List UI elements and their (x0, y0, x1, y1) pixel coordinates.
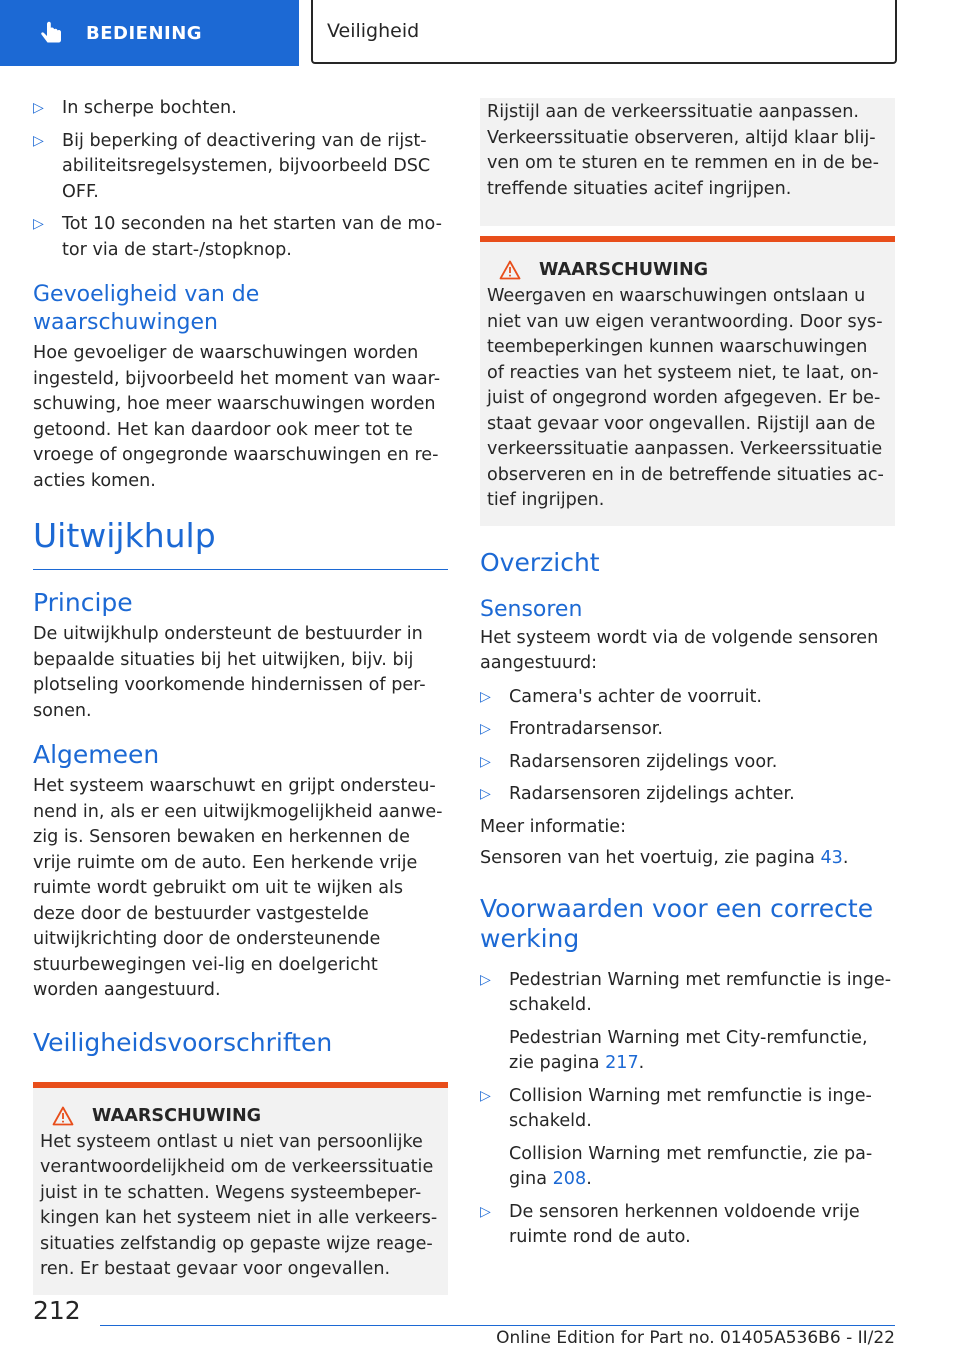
warning-triangle-icon (52, 1106, 74, 1126)
warning-text: Weergaven en waarschuwingen ontslaan u niet van uw eigen verantwoording. Door sys-teembeperkingen kunnen waarschuwingen of reacties van het systeem niet, te laat, on-juist of ongegrond worden afgegeven. Er be-staat gevaar voor ongevallen. Rijstijl aan de verkeerssituatie aanpassen. Verkeerssituatie observeren en in de betreffende situaties ac-tief ingrijpen. (487, 286, 884, 510)
overview-heading: Overzicht (480, 547, 600, 577)
page-link[interactable]: 208 (552, 1169, 587, 1189)
sensors-text: Het systeem wordt via de volgende sensoren aangestuurd: (480, 627, 879, 673)
conditions-heading: Voorwaarden voor een correcte werking (480, 893, 874, 953)
warning-title: WAARSCHUWING (539, 260, 709, 280)
list-item: ▷ Pedestrian Warning met remfunctie is inge-schakeld. Pedestrian Warning met City-remfunctie, zie pagina 217. (480, 969, 892, 1073)
continued-warning-box (480, 98, 895, 226)
main-title: Uitwijkhulp (33, 516, 448, 570)
more-info-label: Meer informatie: (480, 816, 627, 837)
triangle-bullet-icon: ▷ (480, 786, 491, 802)
list-item: ▷ Radarsensoren zijdelings achter. (480, 782, 895, 808)
triangle-bullet-icon: ▷ (480, 971, 491, 988)
triangle-bullet-icon: ▷ (33, 100, 44, 116)
principle-heading: Principe (33, 588, 133, 617)
conditions-list (480, 968, 895, 1251)
sensitivity-heading: Gevoeligheid van de waarschuwingen (33, 282, 260, 335)
sensors-heading: Sensoren (480, 596, 583, 622)
right-column (480, 98, 895, 1258)
general-text: Het systeem waarschuwt en grijpt ondersteu-nend in, als er een uitwijkmogelijkheid aanwe-zig is. Sensoren bewaken en herkennen de vrije ruimte om de auto. Een herkende vrije ruimte wordt gebruikt om uit te wijken als deze door de bestuurder vastgestelde uitwijkrichting door de ondersteunende stuurbewegingen vei-lig en doelgericht worden aangestuurd. (33, 776, 443, 1000)
touch-hand-icon (38, 19, 66, 47)
page-number: 212 (33, 1296, 81, 1325)
left-column (33, 96, 448, 1295)
triangle-bullet-icon: ▷ (480, 721, 491, 737)
edition-footer: Online Edition for Part no. 01405A536B6 - II/22 (496, 1328, 895, 1348)
section-label: Veiligheid (327, 20, 420, 42)
list-item: ▷ De sensoren herkennen voldoende vrije ruimte rond de auto. (480, 1201, 860, 1247)
page-link[interactable]: 217 (605, 1053, 639, 1073)
triangle-bullet-icon: ▷ (480, 688, 491, 705)
triangle-bullet-icon: ▷ (33, 216, 44, 232)
chapter-label: BEDIENING (86, 22, 203, 44)
sensor-list (480, 685, 895, 808)
chapter-tab[interactable] (0, 0, 299, 66)
page-link[interactable]: 43 (820, 848, 843, 868)
general-heading: Algemeen (33, 740, 160, 769)
triangle-bullet-icon: ▷ (480, 1087, 491, 1104)
sensitivity-text: Hoe gevoeliger de waarschuwingen worden ingesteld, bijvoorbeeld het moment van waar-schuwing, hoe meer waarschuwingen worden getoond. Het kan daardoor ook meer tot te vroege of ongegronde waarschuwingen en re-acties komen. (33, 343, 441, 491)
list-item: ▷ Tot 10 seconden na het starten van de mo-tor via de start-/stopknop. (33, 214, 442, 260)
warning-triangle-icon (499, 260, 521, 280)
section-tab[interactable] (311, 0, 897, 64)
list-item: ▷ Radarsensoren zijdelings voor. (480, 750, 895, 776)
warning-title: WAARSCHUWING (92, 1105, 262, 1126)
sensors-reference: Sensoren van het voertuig, zie pagina 43. (480, 848, 849, 868)
triangle-bullet-icon: ▷ (33, 132, 44, 149)
safety-heading: Veiligheidsvoorschriften (33, 1027, 333, 1057)
condition-list (33, 96, 448, 263)
warning-box (33, 1082, 448, 1295)
triangle-bullet-icon: ▷ (480, 1203, 491, 1220)
list-item: ▷ In scherpe bochten. (33, 96, 448, 122)
list-item: ▷ Camera's achter de voorruit. (480, 685, 895, 711)
page-header (0, 0, 960, 66)
footer-divider (100, 1325, 895, 1326)
warning-box (480, 236, 895, 526)
list-item: ▷ Collision Warning met remfunctie is inge-schakeld. Collision Warning met remfunctie, zie pa-gina 208. (480, 1085, 873, 1189)
principle-text: De uitwijkhulp ondersteunt de bestuurder in bepaalde situaties bij het uitwijken, bijv. bij plotseling voorkomende hindernissen of per-sonen. (33, 624, 426, 721)
list-item: ▷ Frontradarsensor. (480, 717, 895, 743)
list-item: ▷ Bij beperking of deactivering van de rijst-abiliteitsregelsystemen, bijvoorbeeld DSC OFF. (33, 130, 431, 202)
continued-text: Rijstijl aan de verkeerssituatie aanpassen. Verkeerssituatie observeren, altijd klaar blij-ven om te sturen en te remmen en in de be-treffende situaties acitef ingrijpen. (487, 102, 879, 199)
warning-text: Het systeem ontlast u niet van persoonlijke verantwoordelijkheid om de verkeerssituatie juist in te schatten. Wegens systeembeper-kingen kan het systeem niet in alle verkeers-situaties zelfstandig op gepaste wijze reage-ren. Er bestaat gevaar voor ongevallen. (40, 1131, 438, 1279)
triangle-bullet-icon: ▷ (480, 753, 491, 770)
